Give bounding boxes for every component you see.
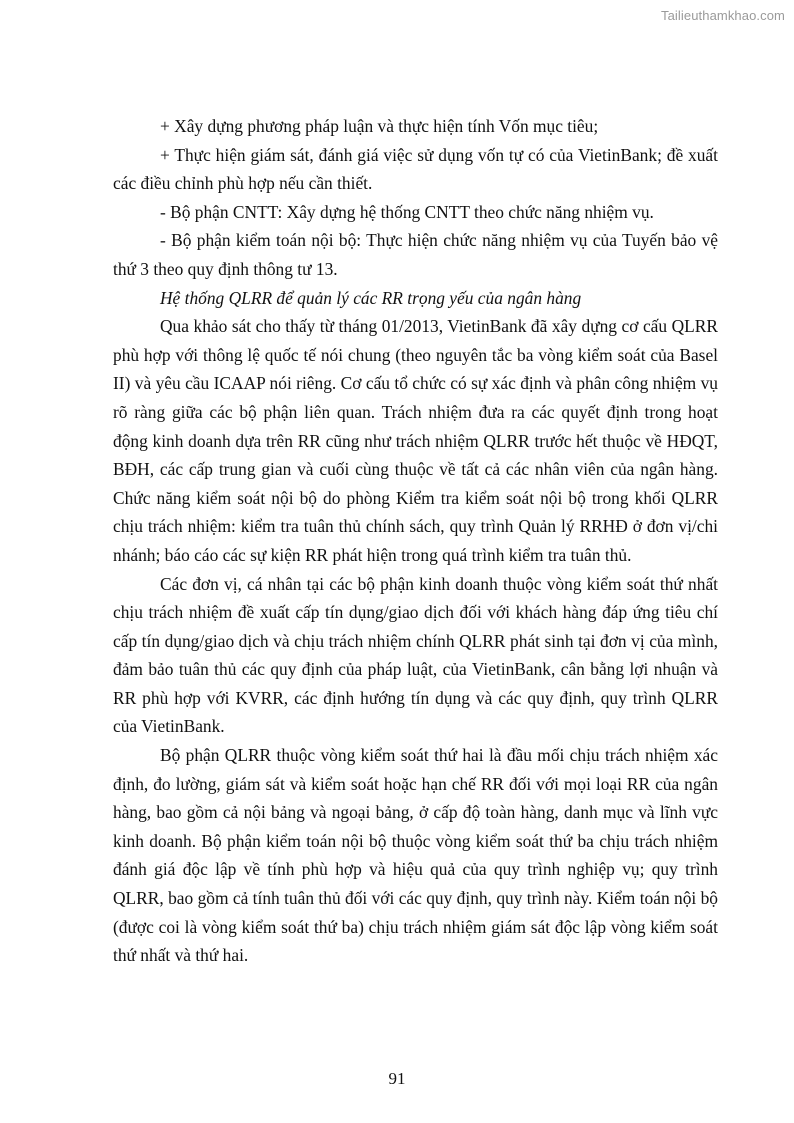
page-number: 91 (388, 1069, 406, 1088)
watermark-text: Tailieuthamkhao.com (660, 8, 785, 23)
section-heading: Hệ thống QLRR để quản lý các RR trọng yếu của ngân hàng (160, 287, 582, 308)
bullet-capital-monitoring: + Thực hiện giám sát, đánh giá việc sử dụng vốn tự có của VietinBank; đề xuất các điều chỉnh phù hợp nếu cần thiết. (113, 144, 718, 194)
document-body (113, 112, 718, 970)
body-paragraph: Bộ phận QLRR thuộc vòng kiểm soát thứ hai là đầu mối chịu trách nhiệm xác định, đo lường, giám sát và kiểm soát hoặc hạn chế RR đối với mọi loại RR của ngân hàng, bao gồm cả nội bảng và ngoại bảng, ở cấp độ toàn hàng, danh mục và lĩnh vực kinh doanh. Bộ phận kiểm toán nội bộ thuộc vòng kiểm soát thứ ba chịu trách nhiệm đánh giá độc lập về tính phù hợp và hiệu quả của quy trình nghiệp vụ; quy trình QLRR, bao gồm cả tính tuân thủ đối với các quy định, quy trình này. Kiểm toán nội bộ (được coi là vòng kiểm soát thứ ba) chịu trách nhiệm giám sát độc lập vòng kiểm soát thứ nhất và thứ hai. (113, 745, 718, 966)
item-internal-audit: - Bộ phận kiểm toán nội bộ: Thực hiện chức năng nhiệm vụ của Tuyến bảo vệ thứ 3 theo quy định thông tư 13. (113, 230, 718, 279)
bullet-capital-target: + Xây dựng phương pháp luận và thực hiện tính Vốn mục tiêu; (160, 116, 599, 136)
item-it-department: - Bộ phận CNTT: Xây dựng hệ thống CNTT theo chức năng nhiệm vụ. (160, 201, 654, 222)
body-paragraph: Qua khảo sát cho thấy từ tháng 01/2013, VietinBank đã xây dựng cơ cấu QLRR phù hợp với thông lệ quốc tế nói chung (theo nguyên tắc ba vòng kiểm soát của Basel II) và yêu cầu ICAAP nói riêng. Cơ cấu tổ chức có sự xác định và phân công nhiệm vụ rõ ràng giữa các bộ phận liên quan. Trách nhiệm đưa ra các quyết định trong hoạt động kinh doanh dựa trên RR cũng như trách nhiệm QLRR trước hết thuộc về HĐQT, BĐH, các cấp trung gian và cuối cùng thuộc về tất cả các nhân viên của ngân hàng. Chức năng kiểm soát nội bộ do phòng Kiểm tra kiểm soát nội bộ trong khối QLRR chịu trách nhiệm: kiểm tra tuân thủ chính sách, quy trình Quản lý RRHĐ ở đơn vị/chi nhánh; báo cáo các sự kiện RR phát hiện trong quá trình kiểm tra tuân thủ. (113, 316, 718, 565)
body-paragraph: Các đơn vị, cá nhân tại các bộ phận kinh doanh thuộc vòng kiểm soát thứ nhất chịu trách nhiệm đề xuất cấp tín dụng/giao dịch đối với khách hàng đáp ứng tiêu chí cấp tín dụng/giao dịch và chịu trách nhiệm chính QLRR phát sinh tại đơn vị của mình, đảm bảo tuân thủ các quy định của pháp luật, của VietinBank, cân bằng lợi nhuận và RR phù hợp với KVRR, các định hướng tín dụng và các quy định, quy trình QLRR của VietinBank. (113, 573, 718, 737)
